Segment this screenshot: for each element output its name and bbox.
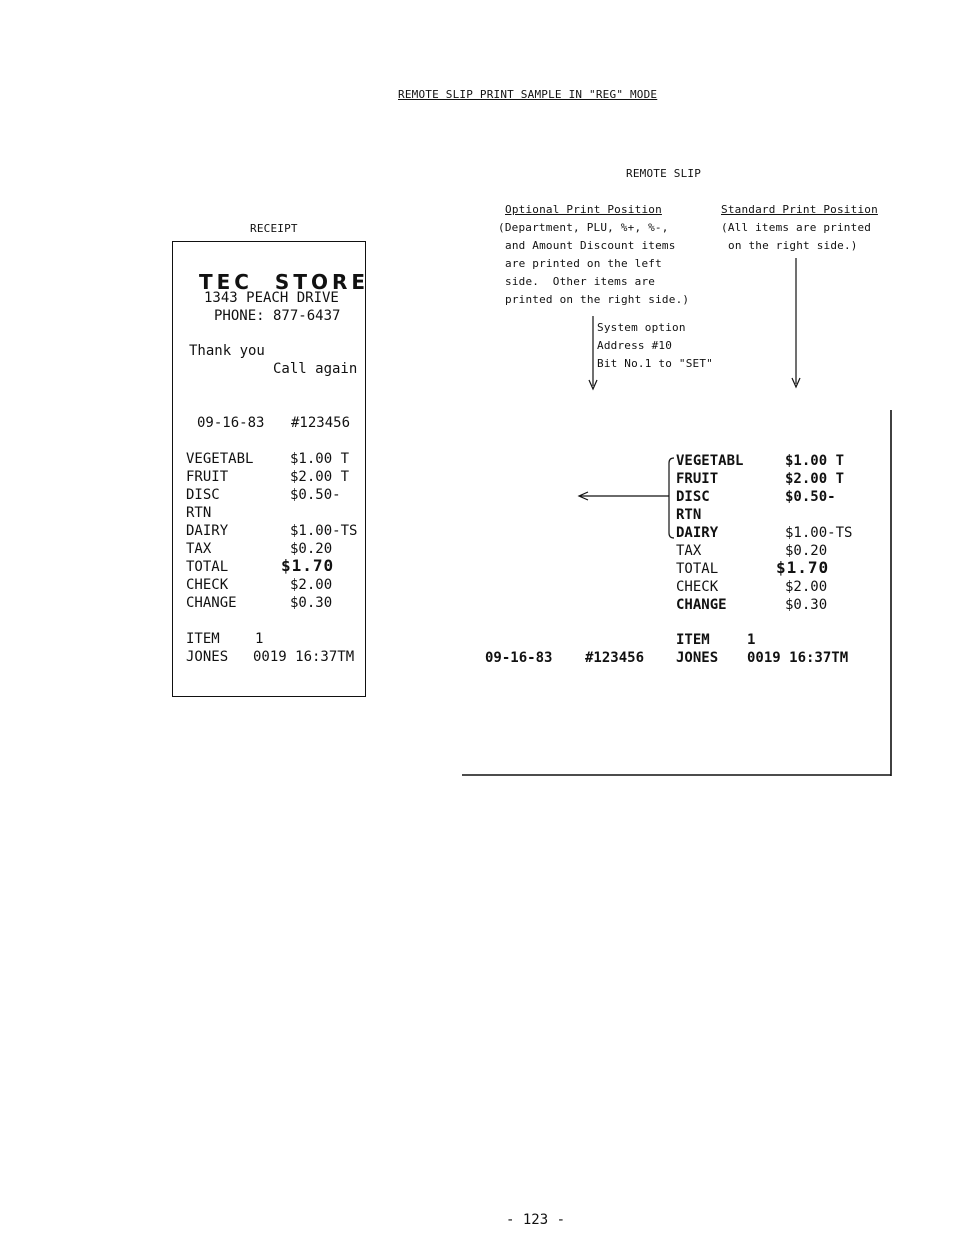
receipt-line-value: $0.30	[290, 595, 333, 611]
slip-line-value: $1.00 T	[785, 453, 845, 469]
store-phone: PHONE: 877-6437	[214, 308, 341, 324]
slip-line-value: $2.00	[785, 579, 828, 595]
call-again: Call again	[273, 361, 358, 377]
page-title: REMOTE SLIP PRINT SAMPLE IN "REG" MODE	[398, 88, 658, 101]
receipt-line-name: CHANGE	[186, 595, 237, 611]
receipt-line-value: $2.00	[290, 577, 333, 593]
receipt-number: #123456	[291, 415, 351, 431]
slip-line-value: $0.30	[785, 597, 828, 613]
optional-heading: Optional Print Position	[505, 203, 662, 216]
optional-desc: and Amount Discount items	[505, 239, 676, 252]
receipt-line-name: TOTAL	[186, 559, 229, 575]
receipt-item-count: 1	[255, 631, 264, 647]
optional-desc: printed on the right side.)	[505, 293, 690, 306]
receipt-line-name: RTN	[186, 505, 212, 521]
receipt-line-value: $2.00 T	[290, 469, 350, 485]
standard-heading: Standard Print Position	[721, 203, 878, 216]
slip-date: 09-16-83	[485, 650, 553, 666]
store-name: TEC STORE	[199, 270, 370, 294]
receipt-line-name: DAIRY	[186, 523, 229, 539]
standard-desc: (All items are printed	[721, 221, 872, 234]
slip-line-name: DISC	[676, 489, 710, 505]
slip-line-name: FRUIT	[676, 471, 719, 487]
slip-total-value: $1.70	[776, 558, 830, 577]
receipt-line-value: $0.50-	[290, 487, 341, 503]
slip-line-name: TAX	[676, 543, 702, 559]
receipt-line-name: TAX	[186, 541, 212, 557]
slip-line-name: CHECK	[676, 579, 719, 595]
receipt-clerk-info: 0019 16:37TM	[253, 649, 355, 665]
receipt-date: 09-16-83	[197, 415, 265, 431]
slip-line-value: $1.00-TS	[785, 525, 853, 541]
receipt-line-name: FRUIT	[186, 469, 229, 485]
receipt-line-name: DISC	[186, 487, 220, 503]
slip-line-name: DAIRY	[676, 525, 719, 541]
receipt-line-value: $1.00-TS	[290, 523, 358, 539]
slip-line-name: CHANGE	[676, 597, 727, 613]
slip-number: #123456	[585, 650, 645, 666]
slip-item-count: 1	[747, 632, 756, 648]
store-address: 1343 PEACH DRIVE	[204, 290, 339, 306]
receipt-clerk: JONES	[186, 649, 229, 665]
slip-line-value: $2.00 T	[785, 471, 845, 487]
receipt-line-value: $1.00 T	[290, 451, 350, 467]
page-number: - 123 -	[506, 1212, 566, 1228]
system-option: Bit No.1 to "SET"	[597, 357, 713, 370]
receipt-label: RECEIPT	[250, 222, 298, 235]
optional-desc: are printed on the left	[505, 257, 662, 270]
optional-desc: (Department, PLU, %+, %-,	[498, 221, 669, 234]
standard-desc: on the right side.)	[728, 239, 858, 252]
slip-line-value: $0.50-	[785, 489, 836, 505]
slip-line-name: VEGETABL	[676, 453, 744, 469]
receipt-line-name: CHECK	[186, 577, 229, 593]
thank-you: Thank you	[189, 343, 265, 359]
slip-line-value: $0.20	[785, 543, 828, 559]
remote-slip-label: REMOTE SLIP	[626, 167, 702, 180]
system-option: Address #10	[597, 339, 673, 352]
receipt-line-name: VEGETABL	[186, 451, 254, 467]
receipt-total-value: $1.70	[281, 556, 335, 575]
slip-line-name: TOTAL	[676, 561, 719, 577]
slip-clerk: JONES	[676, 650, 719, 666]
receipt-item-label: ITEM	[186, 631, 220, 647]
system-option: System option	[597, 321, 686, 334]
slip-clerk-info: 0019 16:37TM	[747, 650, 849, 666]
slip-line-name: RTN	[676, 507, 702, 523]
receipt-line-value: $0.20	[290, 541, 333, 557]
optional-desc: side. Other items are	[505, 275, 656, 288]
slip-item-label: ITEM	[676, 632, 710, 648]
